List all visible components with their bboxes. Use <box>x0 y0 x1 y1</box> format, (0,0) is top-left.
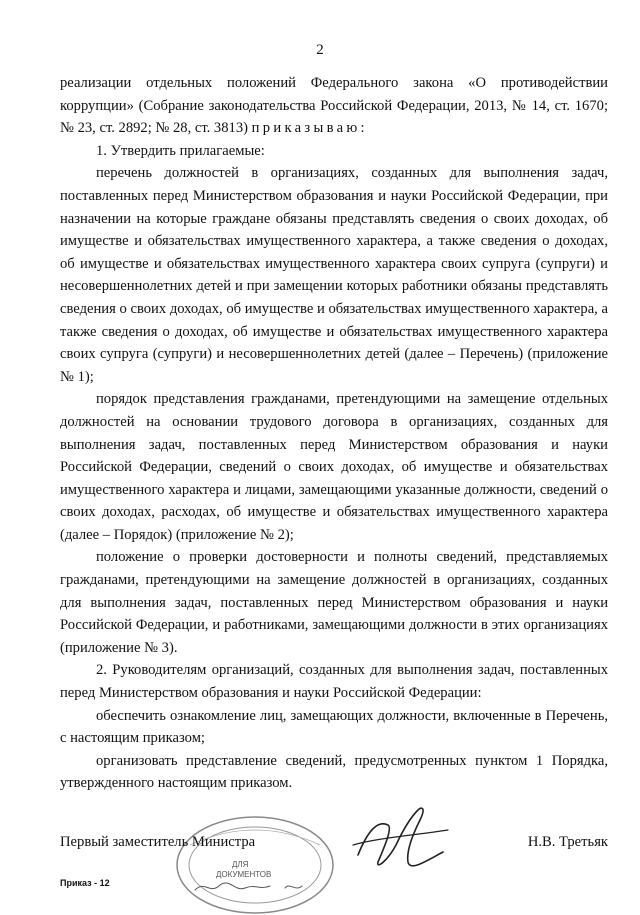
paragraph-ensure: обеспечить ознакомление лиц, замещающих должности, включенные в Перечень, с настоящим приказом; <box>60 707 608 747</box>
page-number: 2 <box>316 42 324 58</box>
intro-paragraph <box>60 72 608 140</box>
paragraph-list-of-positions: перечень должностей в организациях, созданных для выполнения задач, поставленных перед Министерством образования и науки Российской Федерации, при назначении на которые граждане обязаны представлять сведения о своих доходах, об имуществе и обязательствах имущественного характера, а также сведения о доходах, об имуществе и обязательствах имущественного характера своих супруга (супруги) и несовершеннолетних детей и при замещении которых работники обязаны представлять сведения о своих доходах, об имуществе и обязательствах имущественного характера, а также сведения о доходах, об имуществе и обязательствах имущественного характера своих супруга (супруги) и несовершеннолетних детей (далее – Перечень) (приложение № 1); <box>60 165 608 385</box>
handwritten-note-icon <box>190 870 340 900</box>
document-id: Приказ - 12 <box>60 878 110 888</box>
document-body <box>60 72 608 795</box>
paragraph-regulation: положение о проверки достоверности и полноты сведений, представляемых гражданами, претендующими на замещение должностей в организациях, созданных для выполнения задач, поставленных перед Министерством образования и науки Российской Федерации, и работниками, замещающими должности в этих организациях (приложение № 3). <box>60 549 608 656</box>
paragraph-heads: 2. Руководителям организаций, созданных для выполнения задач, поставленных перед Министерством образования и науки Российской Федерации: <box>60 662 608 702</box>
signer-name: Н.В. Третьяк <box>527 834 608 850</box>
order-word: приказываю: <box>251 120 368 137</box>
stamp-line1: ДЛЯ <box>232 860 249 869</box>
paragraph-organize: организовать представление сведений, предусмотренных пунктом 1 Порядка, утвержденного настоящим приказом. <box>60 752 608 792</box>
handwritten-signature-icon <box>348 800 458 880</box>
signer-title: Первый заместитель Министра <box>60 834 256 850</box>
intro-text: реализации отдельных положений Федерального закона «О противодействии коррупции» (Собрание законодательства Российской Федерации, 2013, № 14, ст. 1670; № 23, ст. 2892; № 28, ст. 3813) <box>60 75 608 137</box>
paragraph-approve: 1. Утвердить прилагаемые: <box>96 142 265 159</box>
stamp-line2: ДОКУМЕНТОВ <box>216 870 272 879</box>
paragraph-procedure: порядок представления гражданами, претендующими на замещение отдельных должностей на основании трудового договора в организациях, созданных для выполнения задач, поставленных перед Министерством образования и науки Российской Федерации, сведений о своих доходах, об имуществе и обязательствах имущественного характера и лицами, замещающими указанные должности, сведений о своих доходах, расходах, об имуществе и обязательствах имущественного характера (далее – Порядок) (приложение № 2); <box>60 391 608 543</box>
